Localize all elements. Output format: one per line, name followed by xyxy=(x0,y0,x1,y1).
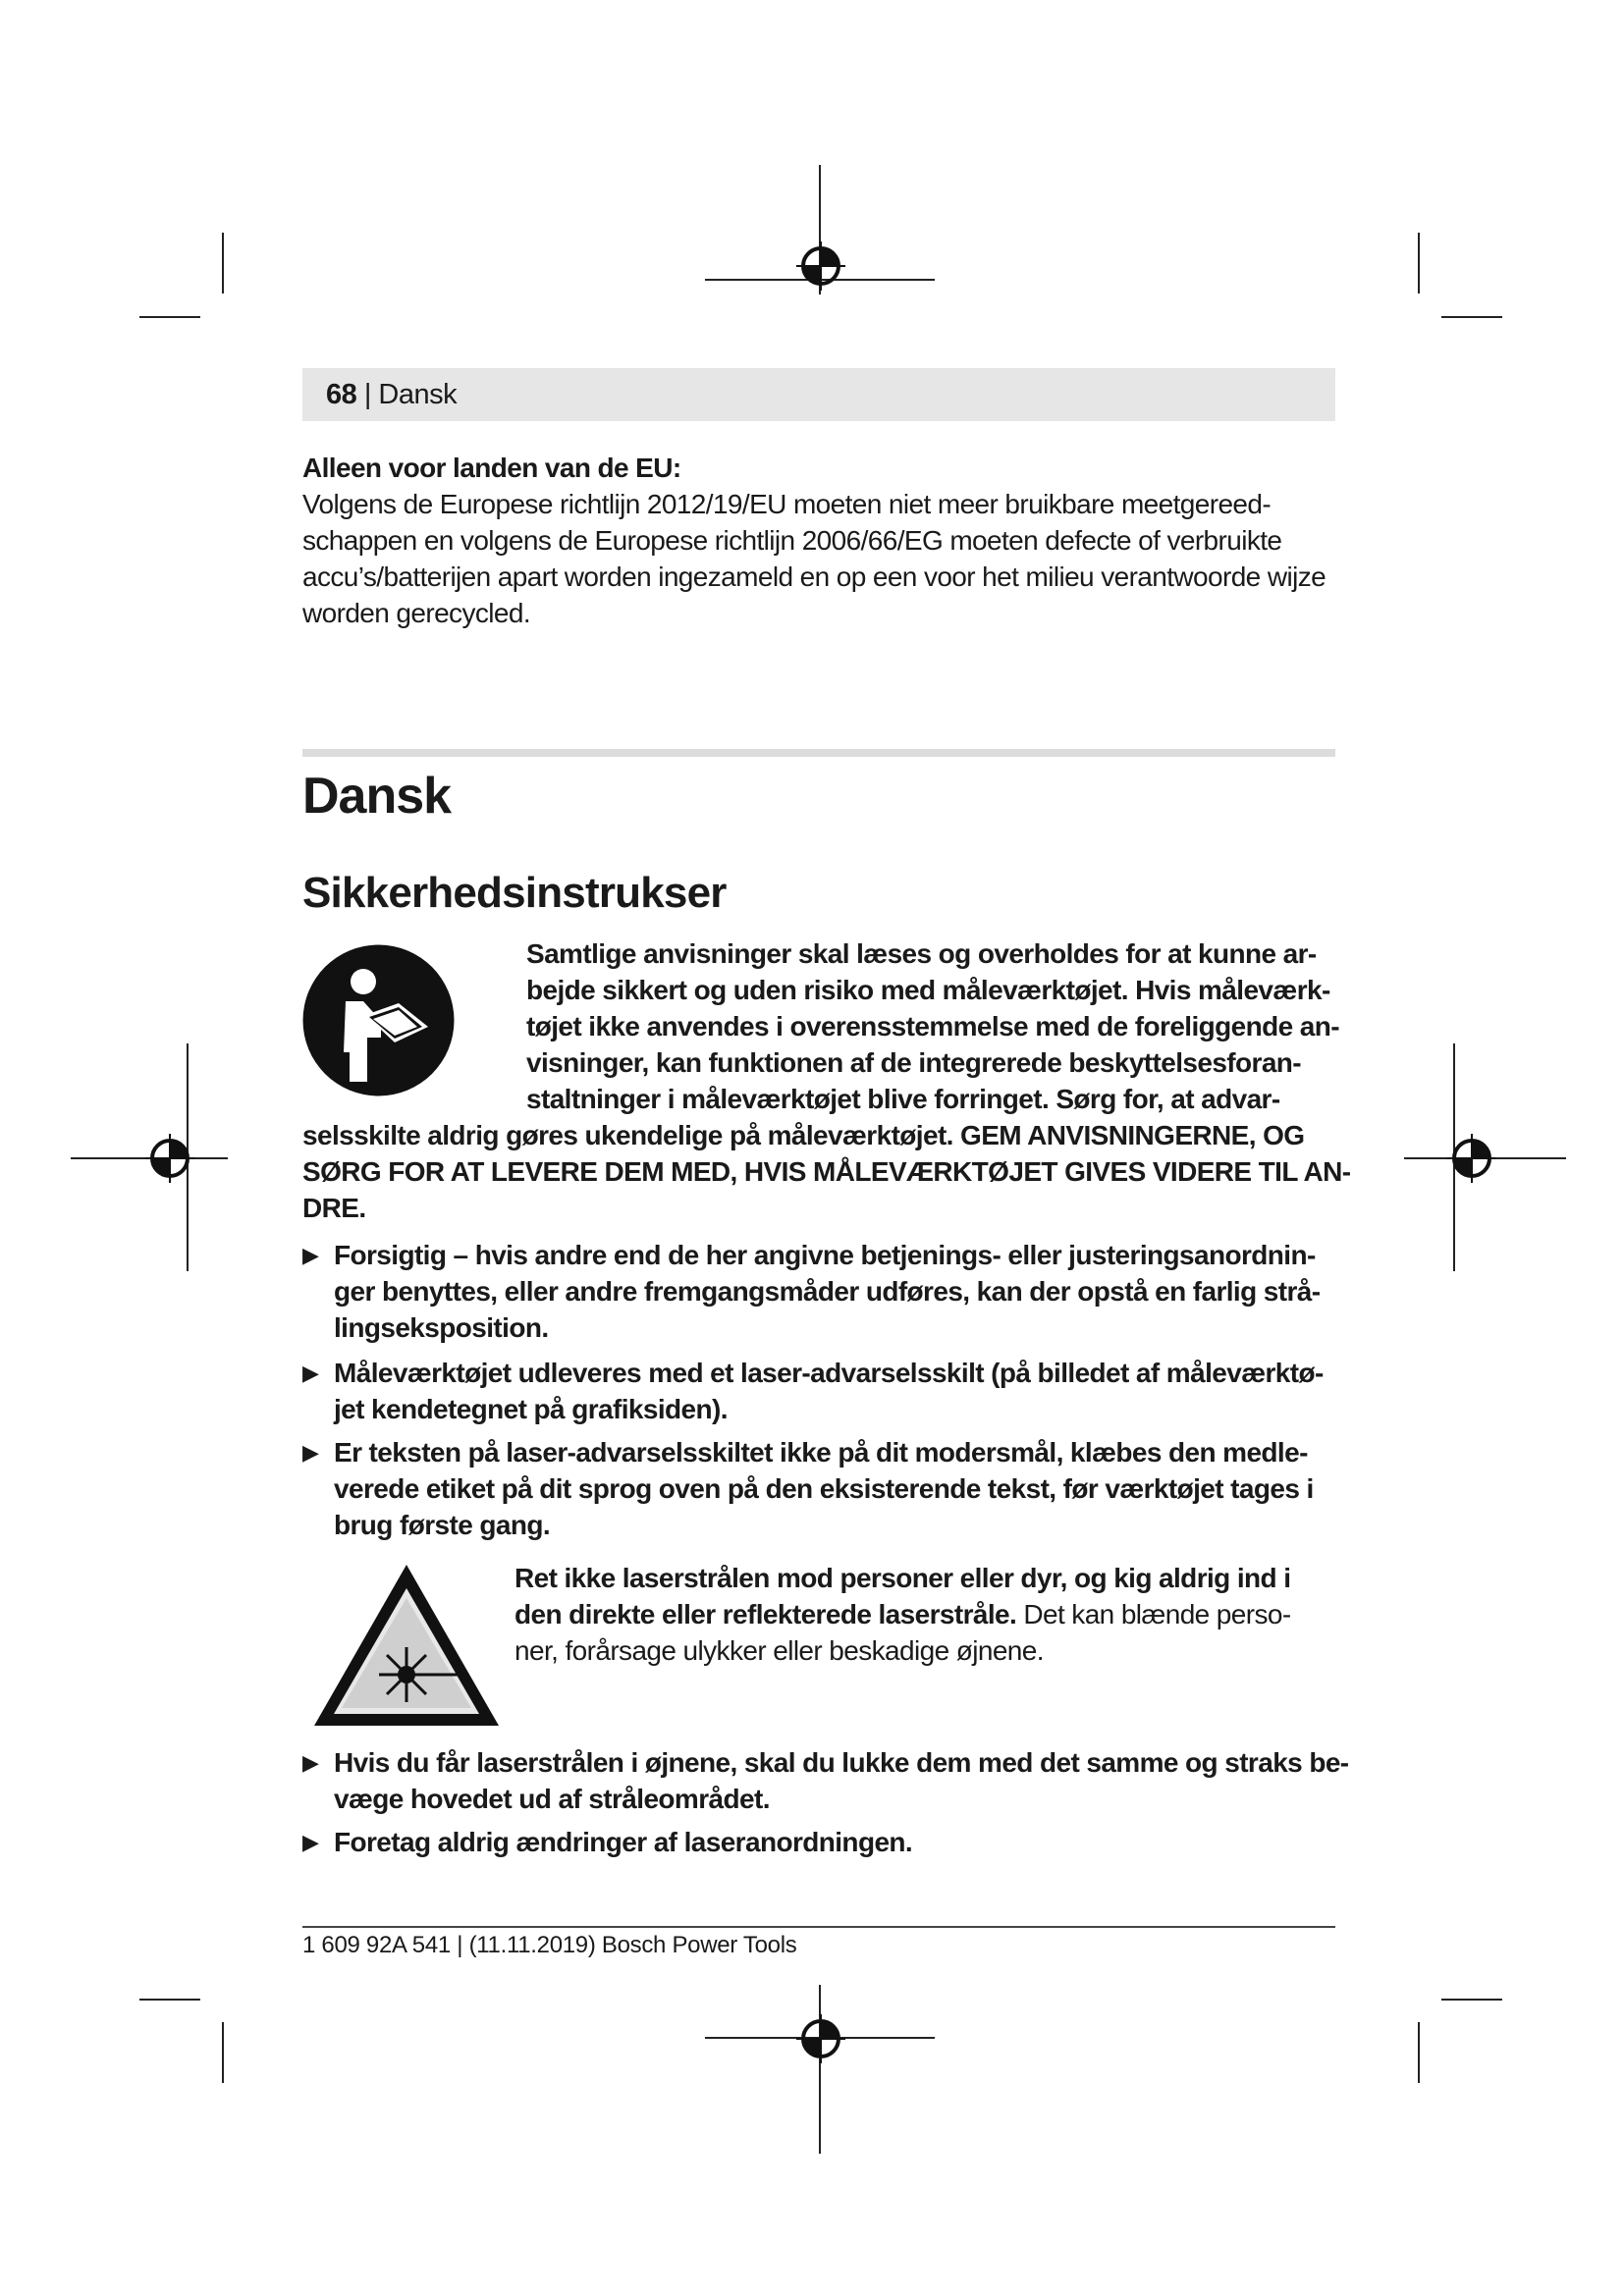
read-manual-icon xyxy=(302,944,455,1096)
eu-notice-line: worden gerecycled. xyxy=(302,598,530,628)
footer-divider xyxy=(302,1926,1335,1928)
list-item-line: brug første gang. xyxy=(334,1510,551,1540)
section-subtitle: Sikkerhedsinstrukser xyxy=(302,869,727,917)
bullet-arrow-icon: ▶ xyxy=(302,1750,319,1775)
header-separator: | xyxy=(356,379,379,410)
intro-line: tøjet ikke anvendes i overensstemmelse med de foreliggende an- xyxy=(526,1011,1339,1041)
registration-target-icon xyxy=(145,1134,194,1183)
laser-warning-icon xyxy=(310,1559,503,1732)
list-item-line: Måleværktøjet udleveres med et laser-advarselsskilt (på billedet af måleværktø- xyxy=(334,1358,1324,1388)
list-item-line: Forsigtig – hvis andre end de her angivne betjenings- eller justeringsanordnin- xyxy=(334,1240,1316,1270)
page-number: 68 xyxy=(326,379,357,410)
bullet-arrow-icon: ▶ xyxy=(302,1830,319,1854)
list-item-line: Foretag aldrig ændringer af laseranordningen. xyxy=(334,1827,913,1857)
bullet-arrow-icon: ▶ xyxy=(302,1361,319,1385)
bullet-arrow-icon: ▶ xyxy=(302,1440,319,1465)
eu-notice-heading: Alleen voor landen van de EU: xyxy=(302,453,681,483)
intro-line: Samtlige anvisninger skal læses og overholdes for at kunne ar- xyxy=(526,938,1317,969)
intro-line: selsskilte aldrig gøres ukendelige på måleværktøjet. GEM ANVISNINGERNE, OG xyxy=(302,1120,1305,1150)
laser-warning-line: ner, forårsage ulykker eller beskadige øjnene. xyxy=(514,1635,1044,1666)
bullet-arrow-icon: ▶ xyxy=(302,1243,319,1267)
registration-target-icon xyxy=(1447,1134,1496,1183)
page-footer: 1 609 92A 541 | (11.11.2019) Bosch Power Tools xyxy=(302,1932,797,1958)
eu-notice-line: Volgens de Europese richtlijn 2012/19/EU moeten niet meer bruikbare meetgereed- xyxy=(302,489,1272,519)
registration-target-icon xyxy=(796,2014,845,2063)
eu-notice-line: schappen en volgens de Europese richtlijn 2006/66/EG moeten defecte of verbruikte xyxy=(302,525,1282,556)
section-divider xyxy=(302,749,1335,757)
page-header xyxy=(302,368,1335,421)
intro-line: DRE. xyxy=(302,1193,366,1223)
list-item-line: verede etiket på dit sprog oven på den eksisterende tekst, før værktøjet tages i xyxy=(334,1473,1314,1504)
list-item-line: jet kendetegnet på grafiksiden). xyxy=(334,1394,728,1424)
list-item-line: ger benyttes, eller andre fremgangsmåder udføres, kan der opstå en farlig strå- xyxy=(334,1276,1321,1307)
intro-line: SØRG FOR AT LEVERE DEM MED, HVIS MÅLEVÆRKTØJET GIVES VIDERE TIL AN- xyxy=(302,1156,1351,1187)
laser-warning-bold: den direkte eller reflekterede laserstråle. xyxy=(514,1599,1017,1629)
list-item-line: Er teksten på laser-advarselsskiltet ikke på dit modersmål, klæbes den medle- xyxy=(334,1437,1308,1468)
header-section: Dansk xyxy=(378,379,458,410)
list-item-line: Hvis du får laserstrålen i øjnene, skal du lukke dem med det samme og straks be- xyxy=(334,1747,1349,1778)
section-title: Dansk xyxy=(302,768,452,825)
list-item-line: væge hovedet ud af stråleområdet. xyxy=(334,1784,770,1814)
intro-line: visninger, kan funktionen af de integrerede beskyttelsesforan- xyxy=(526,1047,1302,1078)
intro-line: bejde sikkert og uden risiko med måleværktøjet. Hvis måleværk- xyxy=(526,975,1330,1005)
laser-warning-normal: Det kan blænde perso- xyxy=(1016,1599,1291,1629)
registration-target-icon xyxy=(796,241,845,291)
intro-line: staltninger i måleværktøjet blive forringet. Sørg for, at advar- xyxy=(526,1084,1280,1114)
laser-warning-line: Ret ikke laserstrålen mod personer eller dyr, og kig aldrig ind i xyxy=(514,1563,1291,1593)
list-item-line: lingseksposition. xyxy=(334,1312,549,1343)
laser-warning-line xyxy=(514,1597,1291,1633)
eu-notice-line: accu’s/batterijen apart worden ingezameld en op een voor het milieu verantwoorde wijze xyxy=(302,561,1326,592)
